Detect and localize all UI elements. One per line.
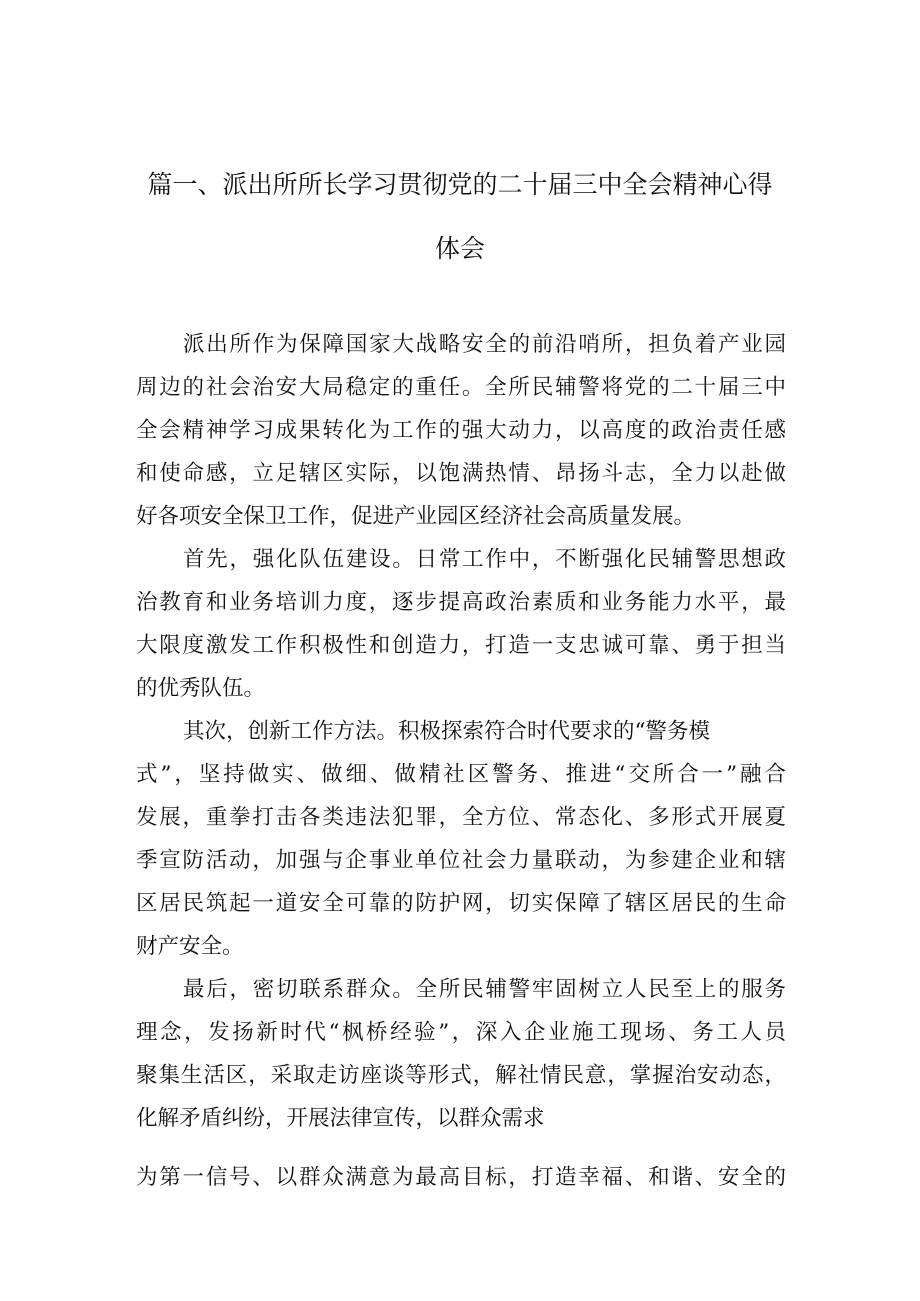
paragraph-line: 式”，坚持做实、做细、做精社区警务、推进“交所合一”融合: [136, 762, 786, 787]
paragraph-line: 理念，发扬新时代“枫桥经验”，深入企业施工现场、务工人员: [136, 1020, 786, 1045]
paragraph-line: 的优秀队伍。: [136, 676, 266, 701]
paragraph-line: 为第一信号、以群众满意为最高目标，打造幸福、和谐、安全的: [136, 1165, 786, 1190]
paragraph-line: 季宣防活动，加强与企事业单位社会力量联动，为参建企业和辖: [136, 848, 786, 873]
paragraph-line: 好各项安全保卫工作，促进产业园区经济社会高质量发展。: [136, 504, 696, 529]
paragraph-line: 全会精神学习成果转化为工作的强大动力，以高度的政治责任感: [136, 418, 786, 443]
paragraph-line: 其次，创新工作方法。积极探索符合时代要求的“警务模: [183, 719, 710, 744]
paragraph-line: 和使命感，立足辖区实际，以饱满热情、昂扬斗志，全力以赴做: [136, 461, 786, 486]
paragraph-line: 大限度激发工作积极性和创造力，打造一支忠诚可靠、勇于担当: [136, 633, 786, 658]
paragraph-line: 周边的社会治安大局稳定的重任。全所民辅警将党的二十届三中: [136, 375, 786, 400]
paragraph-line: 聚集生活区，采取走访座谈等形式，解社情民意，掌握治安动态，: [136, 1063, 786, 1088]
paragraph-line: 区居民筑起一道安全可靠的防护网，切实保障了辖区居民的生命: [136, 891, 786, 916]
paragraph-line: 派出所作为保障国家大战略安全的前沿哨所，担负着产业园: [183, 332, 786, 357]
document-title-line-2: 体会: [434, 234, 485, 263]
paragraph-line: 治教育和业务培训力度，逐步提高政治素质和业务能力水平，最: [136, 590, 786, 615]
paragraph-line: 发展，重拳打击各类违法犯罪，全方位、常态化、多形式开展夏: [136, 805, 786, 830]
paragraph-line: 化解矛盾纠纷，开展法律宣传，以群众需求: [136, 1106, 545, 1131]
paragraph-line: 首先，强化队伍建设。日常工作中，不断强化民辅警思想政: [183, 547, 786, 572]
paragraph-line: 最后，密切联系群众。全所民辅警牢固树立人民至上的服务: [183, 977, 786, 1002]
paragraph-line: 财产安全。: [136, 934, 244, 959]
document-title-line-1: 篇一、派出所所长学习贯彻党的二十届三中全会精神心得: [147, 170, 773, 199]
